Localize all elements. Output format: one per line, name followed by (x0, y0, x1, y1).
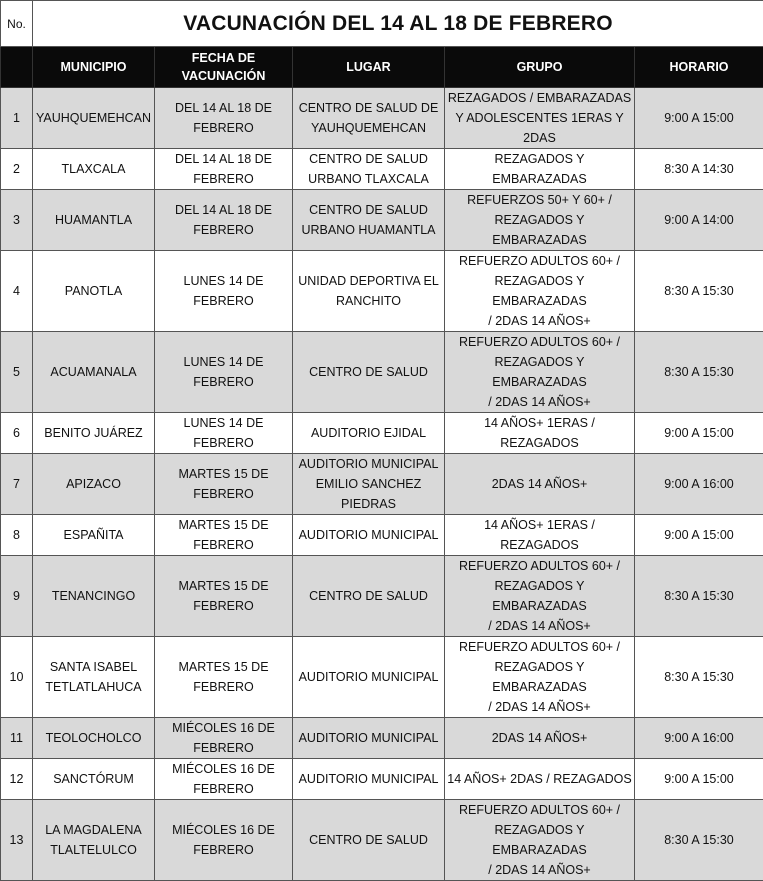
cell-horario: 8:30 A 15:30 (635, 251, 763, 332)
page-title: VACUNACIÓN DEL 14 AL 18 DE FEBRERO (33, 1, 763, 47)
cell-lugar: CENTRO DE SALUD DE YAUHQUEMEHCAN (293, 88, 445, 149)
cell-no: 5 (1, 332, 33, 413)
cell-municipio: YAUHQUEMEHCAN (33, 88, 155, 149)
cell-fecha: MARTES 15 DE FEBRERO (155, 556, 293, 637)
table-row (1, 190, 763, 251)
column-header-grupo: GRUPO (445, 47, 635, 88)
cell-fecha: DEL 14 AL 18 DE FEBRERO (155, 190, 293, 251)
cell-municipio: PANOTLA (33, 251, 155, 332)
cell-no: 7 (1, 454, 33, 515)
cell-horario: 8:30 A 14:30 (635, 149, 763, 190)
cell-lugar: AUDITORIO MUNICIPAL (293, 637, 445, 718)
cell-municipio: SANCTÓRUM (33, 759, 155, 800)
cell-municipio: ESPAÑITA (33, 515, 155, 556)
table-row (1, 88, 763, 149)
cell-no: 3 (1, 190, 33, 251)
cell-fecha: MARTES 15 DE FEBRERO (155, 454, 293, 515)
cell-municipio: LA MAGDALENA TLALTELULCO (33, 800, 155, 881)
cell-no: 2 (1, 149, 33, 190)
cell-lugar: CENTRO DE SALUD URBANO TLAXCALA (293, 149, 445, 190)
table-row (1, 251, 763, 332)
cell-horario: 8:30 A 15:30 (635, 637, 763, 718)
cell-fecha: MARTES 15 DE FEBRERO (155, 637, 293, 718)
cell-grupo: 14 AÑOS+ 1ERAS / REZAGADOS (445, 515, 635, 556)
cell-grupo: REFUERZOS 50+ Y 60+ / REZAGADOS Y EMBARAZADAS (445, 190, 635, 251)
cell-municipio: TLAXCALA (33, 149, 155, 190)
cell-no: 1 (1, 88, 33, 149)
cell-horario: 9:00 A 16:00 (635, 718, 763, 759)
cell-horario: 9:00 A 15:00 (635, 88, 763, 149)
cell-fecha: DEL 14 AL 18 DE FEBRERO (155, 149, 293, 190)
cell-lugar: AUDITORIO MUNICIPAL EMILIO SANCHEZ PIEDRAS (293, 454, 445, 515)
cell-horario: 8:30 A 15:30 (635, 556, 763, 637)
cell-lugar: CENTRO DE SALUD (293, 332, 445, 413)
cell-municipio: SANTA ISABEL TETLATLAHUCA (33, 637, 155, 718)
table-row (1, 149, 763, 190)
cell-lugar: UNIDAD DEPORTIVA EL RANCHITO (293, 251, 445, 332)
cell-municipio: ACUAMANALA (33, 332, 155, 413)
cell-no: 9 (1, 556, 33, 637)
cell-no: 13 (1, 800, 33, 881)
cell-municipio: BENITO JUÁREZ (33, 413, 155, 454)
table-row (1, 556, 763, 637)
cell-municipio: TEOLOCHOLCO (33, 718, 155, 759)
column-header-horario: HORARIO (635, 47, 763, 88)
cell-fecha: MARTES 15 DE FEBRERO (155, 515, 293, 556)
cell-municipio: TENANCINGO (33, 556, 155, 637)
cell-horario: 9:00 A 14:00 (635, 190, 763, 251)
table-row (1, 759, 763, 800)
cell-no: 4 (1, 251, 33, 332)
cell-lugar: CENTRO DE SALUD (293, 800, 445, 881)
cell-horario: 8:30 A 15:30 (635, 800, 763, 881)
cell-no: 12 (1, 759, 33, 800)
cell-horario: 9:00 A 15:00 (635, 759, 763, 800)
cell-grupo: REFUERZO ADULTOS 60+ / REZAGADOS Y EMBARAZADAS / 2DAS 14 AÑOS+ (445, 800, 635, 881)
table-row (1, 413, 763, 454)
table-row (1, 718, 763, 759)
cell-fecha: LUNES 14 DE FEBRERO (155, 413, 293, 454)
cell-fecha: DEL 14 AL 18 DE FEBRERO (155, 88, 293, 149)
table-row (1, 332, 763, 413)
cell-grupo: REZAGADOS Y EMBARAZADAS (445, 149, 635, 190)
column-header-row (1, 47, 763, 88)
cell-lugar: CENTRO DE SALUD URBANO HUAMANTLA (293, 190, 445, 251)
cell-horario: 8:30 A 15:30 (635, 332, 763, 413)
column-header-municipio: MUNICIPIO (33, 47, 155, 88)
number-column-label: No. (1, 1, 33, 47)
cell-horario: 9:00 A 15:00 (635, 515, 763, 556)
cell-fecha: LUNES 14 DE FEBRERO (155, 332, 293, 413)
cell-no: 11 (1, 718, 33, 759)
cell-lugar: AUDITORIO EJIDAL (293, 413, 445, 454)
cell-municipio: APIZACO (33, 454, 155, 515)
cell-no: 8 (1, 515, 33, 556)
cell-lugar: AUDITORIO MUNICIPAL (293, 718, 445, 759)
cell-horario: 9:00 A 16:00 (635, 454, 763, 515)
cell-horario: 9:00 A 15:00 (635, 413, 763, 454)
cell-grupo: 2DAS 14 AÑOS+ (445, 718, 635, 759)
column-header-lugar: LUGAR (293, 47, 445, 88)
cell-fecha: MIÉCOLES 16 DE FEBRERO (155, 800, 293, 881)
cell-lugar: CENTRO DE SALUD (293, 556, 445, 637)
column-header-number (1, 47, 33, 88)
cell-fecha: LUNES 14 DE FEBRERO (155, 251, 293, 332)
table-row (1, 800, 763, 881)
table-row (1, 454, 763, 515)
cell-grupo: REZAGADOS / EMBARAZADAS Y ADOLESCENTES 1ERAS Y 2DAS (445, 88, 635, 149)
cell-grupo: 14 AÑOS+ 2DAS / REZAGADOS (445, 759, 635, 800)
cell-grupo: REFUERZO ADULTOS 60+ / REZAGADOS Y EMBARAZADAS / 2DAS 14 AÑOS+ (445, 251, 635, 332)
cell-lugar: AUDITORIO MUNICIPAL (293, 515, 445, 556)
cell-fecha: MIÉCOLES 16 DE FEBRERO (155, 718, 293, 759)
cell-lugar: AUDITORIO MUNICIPAL (293, 759, 445, 800)
column-header-fecha: FECHA DE VACUNACIÓN (155, 47, 293, 88)
table-body (1, 88, 763, 881)
cell-fecha: MIÉCOLES 16 DE FEBRERO (155, 759, 293, 800)
cell-grupo: REFUERZO ADULTOS 60+ / REZAGADOS Y EMBARAZADAS / 2DAS 14 AÑOS+ (445, 556, 635, 637)
cell-no: 10 (1, 637, 33, 718)
table-row (1, 515, 763, 556)
cell-grupo: 14 AÑOS+ 1ERAS / REZAGADOS (445, 413, 635, 454)
cell-grupo: 2DAS 14 AÑOS+ (445, 454, 635, 515)
table-row (1, 637, 763, 718)
cell-municipio: HUAMANTLA (33, 190, 155, 251)
cell-grupo: REFUERZO ADULTOS 60+ / REZAGADOS Y EMBARAZADAS / 2DAS 14 AÑOS+ (445, 332, 635, 413)
cell-grupo: REFUERZO ADULTOS 60+ / REZAGADOS Y EMBARAZADAS / 2DAS 14 AÑOS+ (445, 637, 635, 718)
cell-no: 6 (1, 413, 33, 454)
